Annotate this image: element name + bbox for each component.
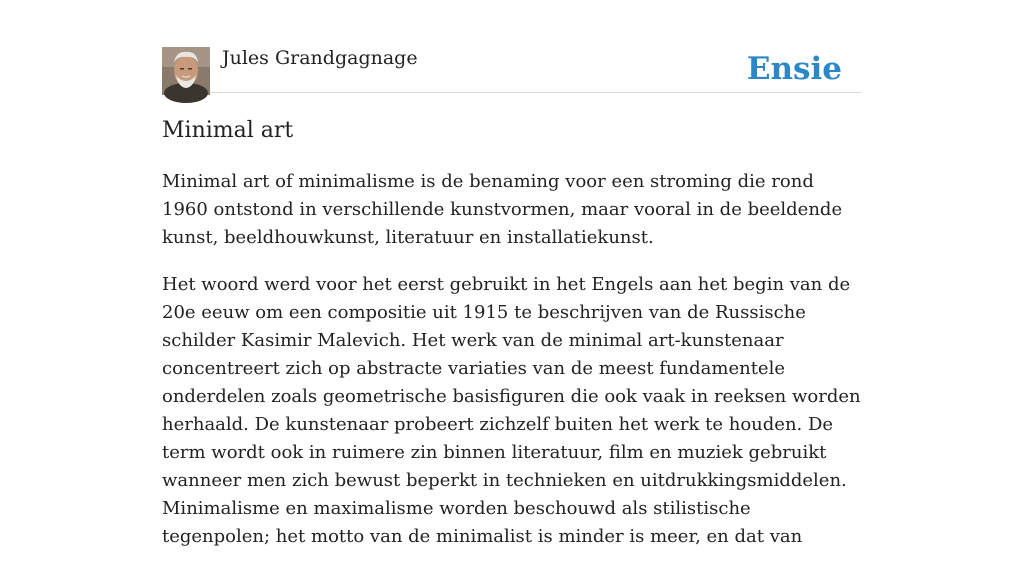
entry-paragraph: Het woord werd voor het eerst gebruikt in het Engels aan het begin van de 20e eeuw om een compositie uit 1915 te beschrijven van de Russische schilder Kasimir Malevich. Het werk van de minimal art-kunstenaar concentreert zich op abstracte variaties van de meest fundamentele onderdelen zoals geometrische basisfiguren die ook vaak in reeksen worden herhaald. De kunstenaar probeert zichzelf buiten het werk te houden. De term wordt ook in ruimere zin binnen literatuur, film en muziek gebruikt wanneer men zich bewust beperkt in technieken en uitdrukkingsmiddelen. Minimalisme en maximalisme worden beschouwd als stilistische tegenpolen; het motto van de minimalist is minder is meer, en dat van bbox=[162, 274, 861, 547]
entry-body bbox=[162, 168, 862, 570]
entry-header bbox=[162, 0, 862, 93]
author-portrait-image bbox=[162, 47, 210, 95]
author-avatar[interactable] bbox=[162, 47, 210, 95]
ensie-logo[interactable]: Ensie bbox=[746, 51, 842, 87]
author-name[interactable]: Jules Grandgagnage bbox=[222, 47, 418, 69]
entry-title: Minimal art bbox=[162, 118, 294, 143]
entry-paragraph: Minimal art of minimalisme is de benaming voor een stroming die rond 1960 ontstond in verschillende kunstvormen, maar vooral in de beeldende kunst, beeldhouwkunst, literatuur en installatiekunst. bbox=[162, 171, 843, 248]
entry-card bbox=[162, 0, 862, 547]
